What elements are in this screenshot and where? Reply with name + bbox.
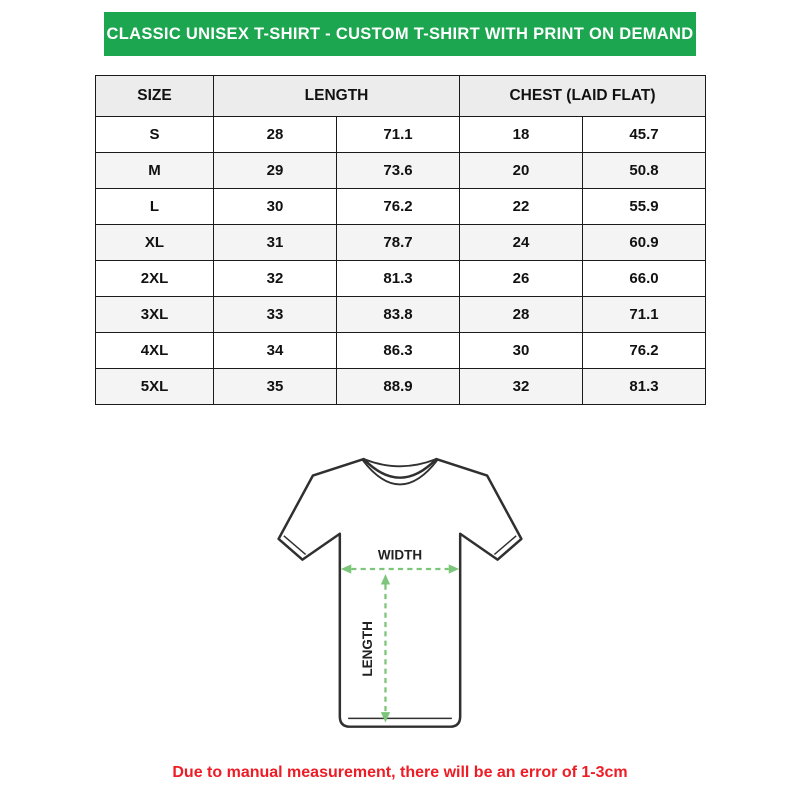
table-row xyxy=(96,225,706,261)
chest-in-cell: 20 xyxy=(460,153,583,189)
chest-cm-cell: 45.7 xyxy=(583,117,706,153)
length-in-cell: 28 xyxy=(214,117,337,153)
size-cell: 4XL xyxy=(96,333,214,369)
length-in-cell: 35 xyxy=(214,369,337,405)
length-cm-cell: 81.3 xyxy=(337,261,460,297)
chest-cm-cell: 66.0 xyxy=(583,261,706,297)
length-in-cell: 31 xyxy=(214,225,337,261)
header-chest: CHEST (LAID FLAT) xyxy=(460,76,706,117)
width-label: WIDTH xyxy=(377,547,423,563)
size-cell: 3XL xyxy=(96,297,214,333)
tshirt-back-collar xyxy=(364,459,437,466)
table-row xyxy=(96,153,706,189)
chest-cm-cell: 76.2 xyxy=(583,333,706,369)
length-cm-cell: 88.9 xyxy=(337,369,460,405)
chest-in-cell: 22 xyxy=(460,189,583,225)
size-cell: XL xyxy=(96,225,214,261)
table-row xyxy=(96,261,706,297)
chest-cm-cell: 50.8 xyxy=(583,153,706,189)
chest-cm-cell: 71.1 xyxy=(583,297,706,333)
size-cell: 2XL xyxy=(96,261,214,297)
chest-in-cell: 18 xyxy=(460,117,583,153)
table-header-row xyxy=(96,76,706,117)
length-in-cell: 34 xyxy=(214,333,337,369)
length-in-cell: 32 xyxy=(214,261,337,297)
length-cm-cell: 76.2 xyxy=(337,189,460,225)
length-cm-cell: 78.7 xyxy=(337,225,460,261)
chest-in-cell: 28 xyxy=(460,297,583,333)
table-row xyxy=(96,333,706,369)
table-row xyxy=(96,117,706,153)
size-cell: L xyxy=(96,189,214,225)
chest-cm-cell: 55.9 xyxy=(583,189,706,225)
size-chart-table xyxy=(95,75,706,405)
chest-in-cell: 32 xyxy=(460,369,583,405)
length-in-cell: 30 xyxy=(214,189,337,225)
length-in-cell: 29 xyxy=(214,153,337,189)
tshirt-diagram xyxy=(234,436,566,763)
length-cm-cell: 73.6 xyxy=(337,153,460,189)
chest-in-cell: 26 xyxy=(460,261,583,297)
table-row xyxy=(96,189,706,225)
chest-cm-cell: 81.3 xyxy=(583,369,706,405)
length-cm-cell: 83.8 xyxy=(337,297,460,333)
chest-in-cell: 30 xyxy=(460,333,583,369)
length-cm-cell: 71.1 xyxy=(337,117,460,153)
banner xyxy=(104,12,696,56)
table-row xyxy=(96,297,706,333)
chest-in-cell: 24 xyxy=(460,225,583,261)
table-row xyxy=(96,369,706,405)
length-label: LENGTH xyxy=(359,621,375,677)
length-cm-cell: 86.3 xyxy=(337,333,460,369)
size-cell: 5XL xyxy=(96,369,214,405)
length-in-cell: 33 xyxy=(214,297,337,333)
size-cell: S xyxy=(96,117,214,153)
banner-title: CLASSIC UNISEX T-SHIRT - CUSTOM T-SHIRT WITH PRINT ON DEMAND xyxy=(106,24,694,43)
header-length: LENGTH xyxy=(214,76,460,117)
measurement-note: Due to manual measurement, there will be an error of 1-3cm xyxy=(172,764,628,781)
header-size: SIZE xyxy=(96,76,214,117)
chest-cm-cell: 60.9 xyxy=(583,225,706,261)
tshirt-outline xyxy=(279,459,522,727)
size-cell: M xyxy=(96,153,214,189)
